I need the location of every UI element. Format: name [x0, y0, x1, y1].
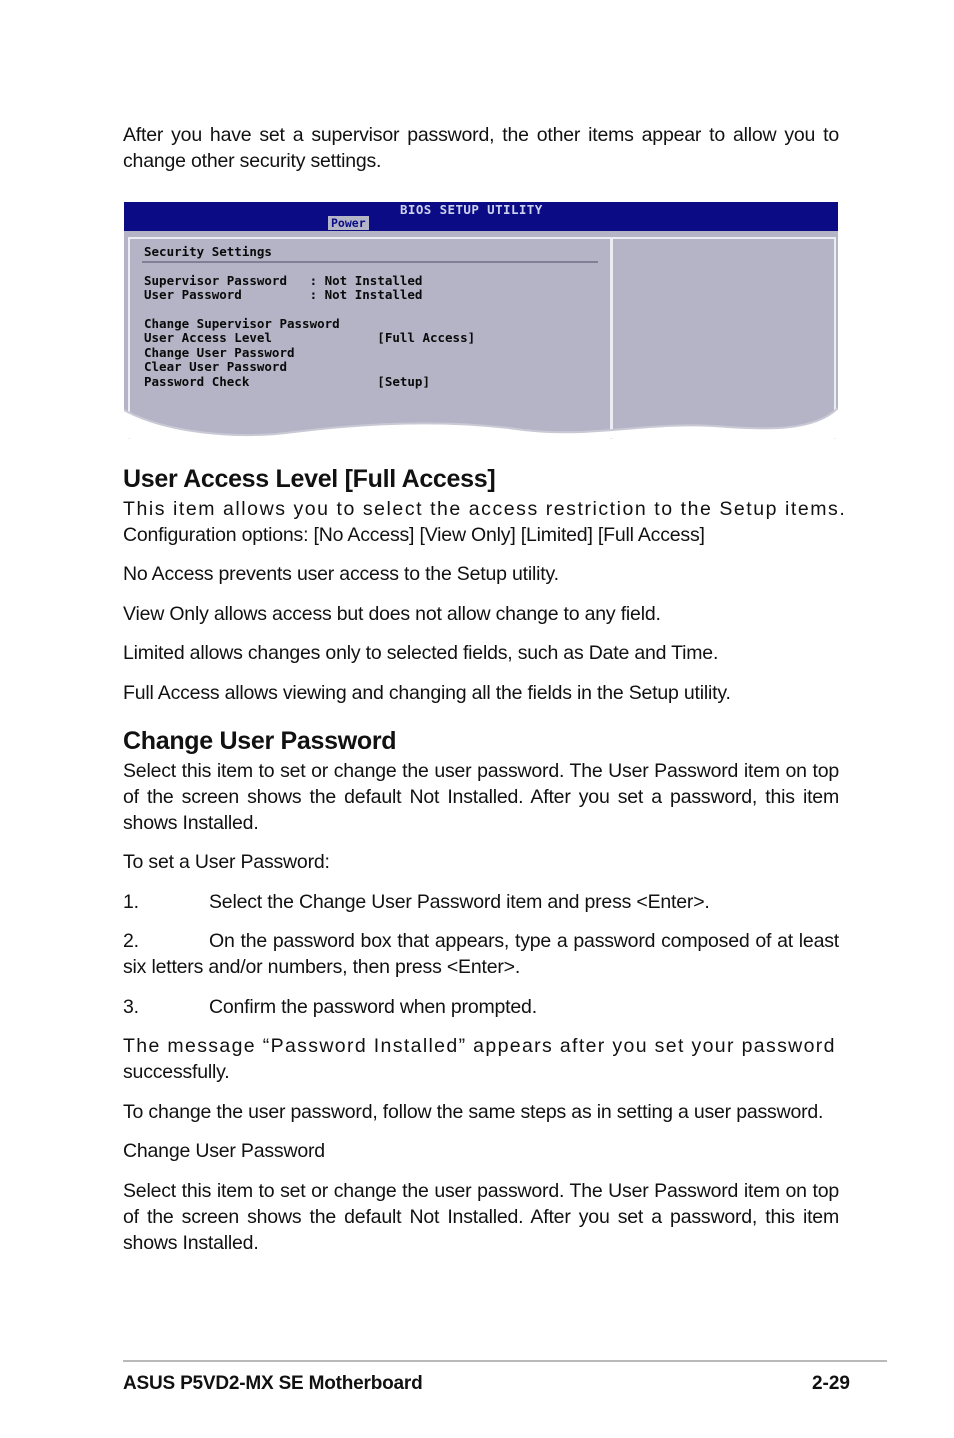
bios-separator — [142, 261, 598, 263]
bios-title: BIOS SETUP UTILITY — [400, 202, 543, 217]
view-only-paragraph: View Only allows access but does not allow change to any field. — [123, 603, 661, 625]
step-1 — [123, 889, 839, 915]
step-1-number: 1. — [123, 891, 139, 913]
user-access-desc-line1: This item allows you to select the access restriction to the Setup items. — [123, 498, 847, 520]
bios-item-change-supervisor-password: Change Supervisor Password — [144, 316, 340, 331]
footer-product-name: ASUS P5VD2-MX SE Motherboard — [123, 1373, 423, 1394]
message-installed-line1: The message “Password Installed” appears after you set your password — [123, 1035, 836, 1057]
message-installed-line2: successfully. — [123, 1061, 230, 1083]
full-access-paragraph: Full Access allows viewing and changing all the fields in the Setup utility. — [123, 682, 731, 704]
change-password-steps-note: To change the user password, follow the same steps as in setting a user password. — [123, 1101, 824, 1123]
user-access-config-options: Configuration options: [No Access] [View Only] [Limited] [Full Access] — [123, 524, 705, 546]
change-user-password-label: Change User Password — [123, 1140, 325, 1162]
limited-paragraph: Limited allows changes only to selected fields, such as Date and Time. — [123, 642, 719, 664]
step-2 — [123, 928, 839, 980]
step-3-text: Confirm the password when prompted. — [209, 996, 537, 1018]
step-1-text: Select the Change User Password item and press <Enter>. — [209, 891, 710, 913]
change-user-password-desc-repeat: Select this item to set or change the user password. The User Password item on top of the screen shows the default Not Installed. After you set a password, this item shows Installed. — [123, 1180, 839, 1254]
bios-tab-power: Power — [328, 216, 369, 230]
bios-item-user-access-level: User Access Level [Full Access] — [144, 330, 476, 345]
bios-line-supervisor-password: Supervisor Password : Not Installed — [144, 273, 423, 288]
bios-line-user-password: User Password : Not Installed — [144, 287, 423, 302]
step-2-text: On the password box that appears, type a password composed of at least six letters and/or numbers, then press <Enter>. — [123, 930, 839, 978]
footer-rule — [123, 1360, 887, 1362]
footer-page-number: 2-29 — [811, 1373, 850, 1394]
step-3 — [123, 994, 839, 1020]
torn-edge — [124, 402, 838, 438]
bios-title-bar — [124, 202, 838, 231]
bios-item-password-check: Password Check [Setup] — [144, 374, 430, 389]
change-user-password-desc: Select this item to set or change the user password. The User Password item on top of the screen shows the default Not Installed. After you set a password, this item shows Installed. — [123, 760, 839, 834]
bios-screenshot — [124, 202, 838, 438]
heading-change-user-password: Change User Password — [123, 727, 397, 755]
no-access-paragraph: No Access prevents user access to the Setup utility. — [123, 563, 559, 585]
to-set-password-intro: To set a User Password: — [123, 851, 330, 873]
heading-user-access-level: User Access Level [Full Access] — [123, 465, 496, 493]
step-2-number: 2. — [123, 930, 139, 952]
bios-section-title: Security Settings — [144, 244, 272, 259]
intro-paragraph: After you have set a supervisor password, the other items appear to allow you to change other security settings. — [123, 124, 839, 172]
bios-item-change-user-password: Change User Password — [144, 345, 295, 360]
bios-item-clear-user-password: Clear User Password — [144, 359, 287, 374]
step-3-number: 3. — [123, 996, 139, 1018]
